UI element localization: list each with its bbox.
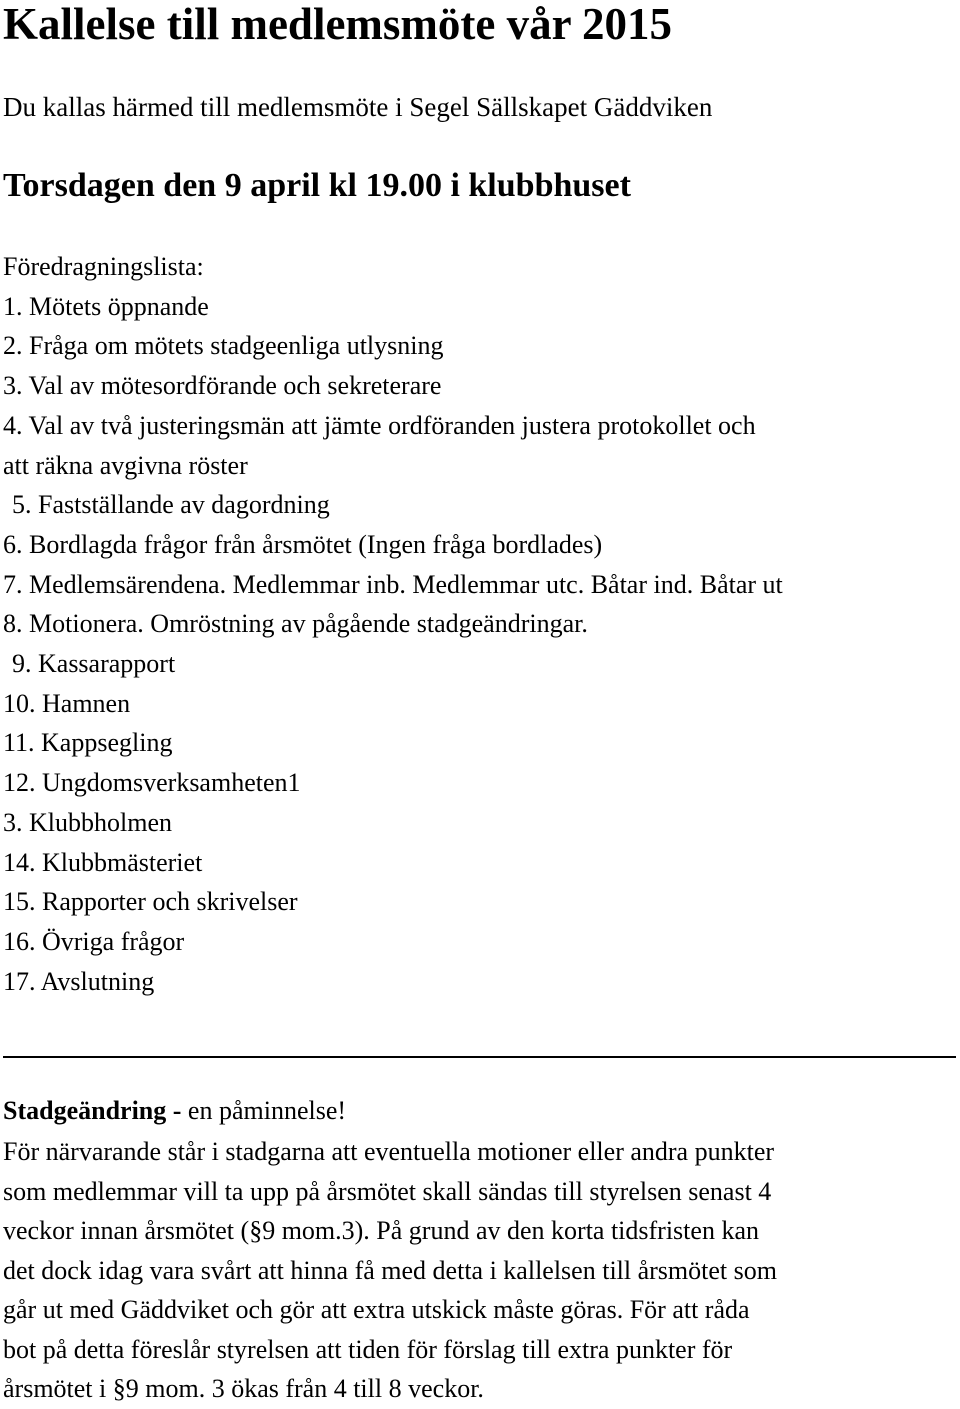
agenda-item: 12. Ungdomsverksamheten1: [3, 768, 301, 798]
agenda-item: att räkna avgivna röster: [3, 450, 248, 480]
reminder-line: bot på detta föreslår styrelsen att tiden för förslag till extra punkter för: [3, 1334, 733, 1364]
reminder-line: veckor innan årsmötet (§9 mom.3). På grund av den korta tidsfristen kan: [3, 1216, 759, 1245]
agenda-item: 15. Rapporter och skrivelser: [3, 887, 298, 917]
agenda-item: 3. Val av mötesordförande och sekreterare: [3, 371, 442, 401]
meeting-invitation: Du kallas härmed till medlemsmöte i Segel Sällskapet Gäddviken: [3, 92, 713, 122]
agenda-heading: Föredragningslista:: [3, 252, 204, 281]
reminder-line: går ut med Gäddviket och gör att extra utskick måste göras. För att råda: [3, 1295, 750, 1324]
agenda-item: 2. Fråga om mötets stadgeenliga utlysning: [3, 331, 444, 361]
reminder-line: årsmötet i §9 mom. 3 ökas från 4 till 8 veckor.: [3, 1374, 484, 1403]
agenda-item: 5. Fastställande av dagordning: [12, 490, 330, 520]
reminder-body: [3, 1132, 948, 1409]
document-title: Kallelse till medlemsmöte vår 2015: [3, 0, 673, 49]
reminder-line: som medlemmar vill ta upp på årsmötet skall sändas till styrelsen senast 4: [3, 1176, 772, 1206]
agenda-item: 6. Bordlagda frågor från årsmötet (Ingen fråga bordlades): [3, 529, 603, 559]
section-divider: [3, 1056, 956, 1058]
agenda-item: 9. Kassarapport: [12, 649, 176, 679]
agenda-item: 17. Avslutning: [3, 966, 155, 996]
reminder-heading-normal: en påminnelse!: [181, 1096, 347, 1125]
agenda-list: [3, 247, 783, 1001]
agenda-item: 8. Motionera. Omröstning av pågående stadgeändringar.: [3, 609, 588, 639]
agenda-item: 14. Klubbmästeriet: [3, 847, 203, 877]
agenda-item: 10. Hamnen: [3, 688, 131, 718]
reminder-heading-bold: Stadgeändring -: [3, 1096, 182, 1125]
agenda-item: 1. Mötets öppnande: [3, 291, 209, 321]
agenda-item: 3. Klubbholmen: [3, 807, 172, 837]
agenda-item: 16. Övriga frågor: [3, 926, 185, 956]
reminder-line: det dock idag vara svårt att hinna få med detta i kallelsen till årsmötet som: [3, 1255, 777, 1285]
agenda-item: 7. Medlemsärendena. Medlemmar inb. Medlemmar utc. Båtar ind. Båtar ut: [3, 569, 783, 599]
reminder-heading: [3, 1091, 346, 1131]
reminder-line: För närvarande står i stadgarna att eventuella motioner eller andra punkter: [3, 1137, 775, 1166]
agenda-item: 4. Val av två justeringsmän att jämte ordföranden justera protokollet och: [3, 410, 756, 440]
agenda-item: 11. Kappsegling: [3, 728, 173, 758]
meeting-date-location: Torsdagen den 9 april kl 19.00 i klubbhuset: [3, 167, 631, 204]
